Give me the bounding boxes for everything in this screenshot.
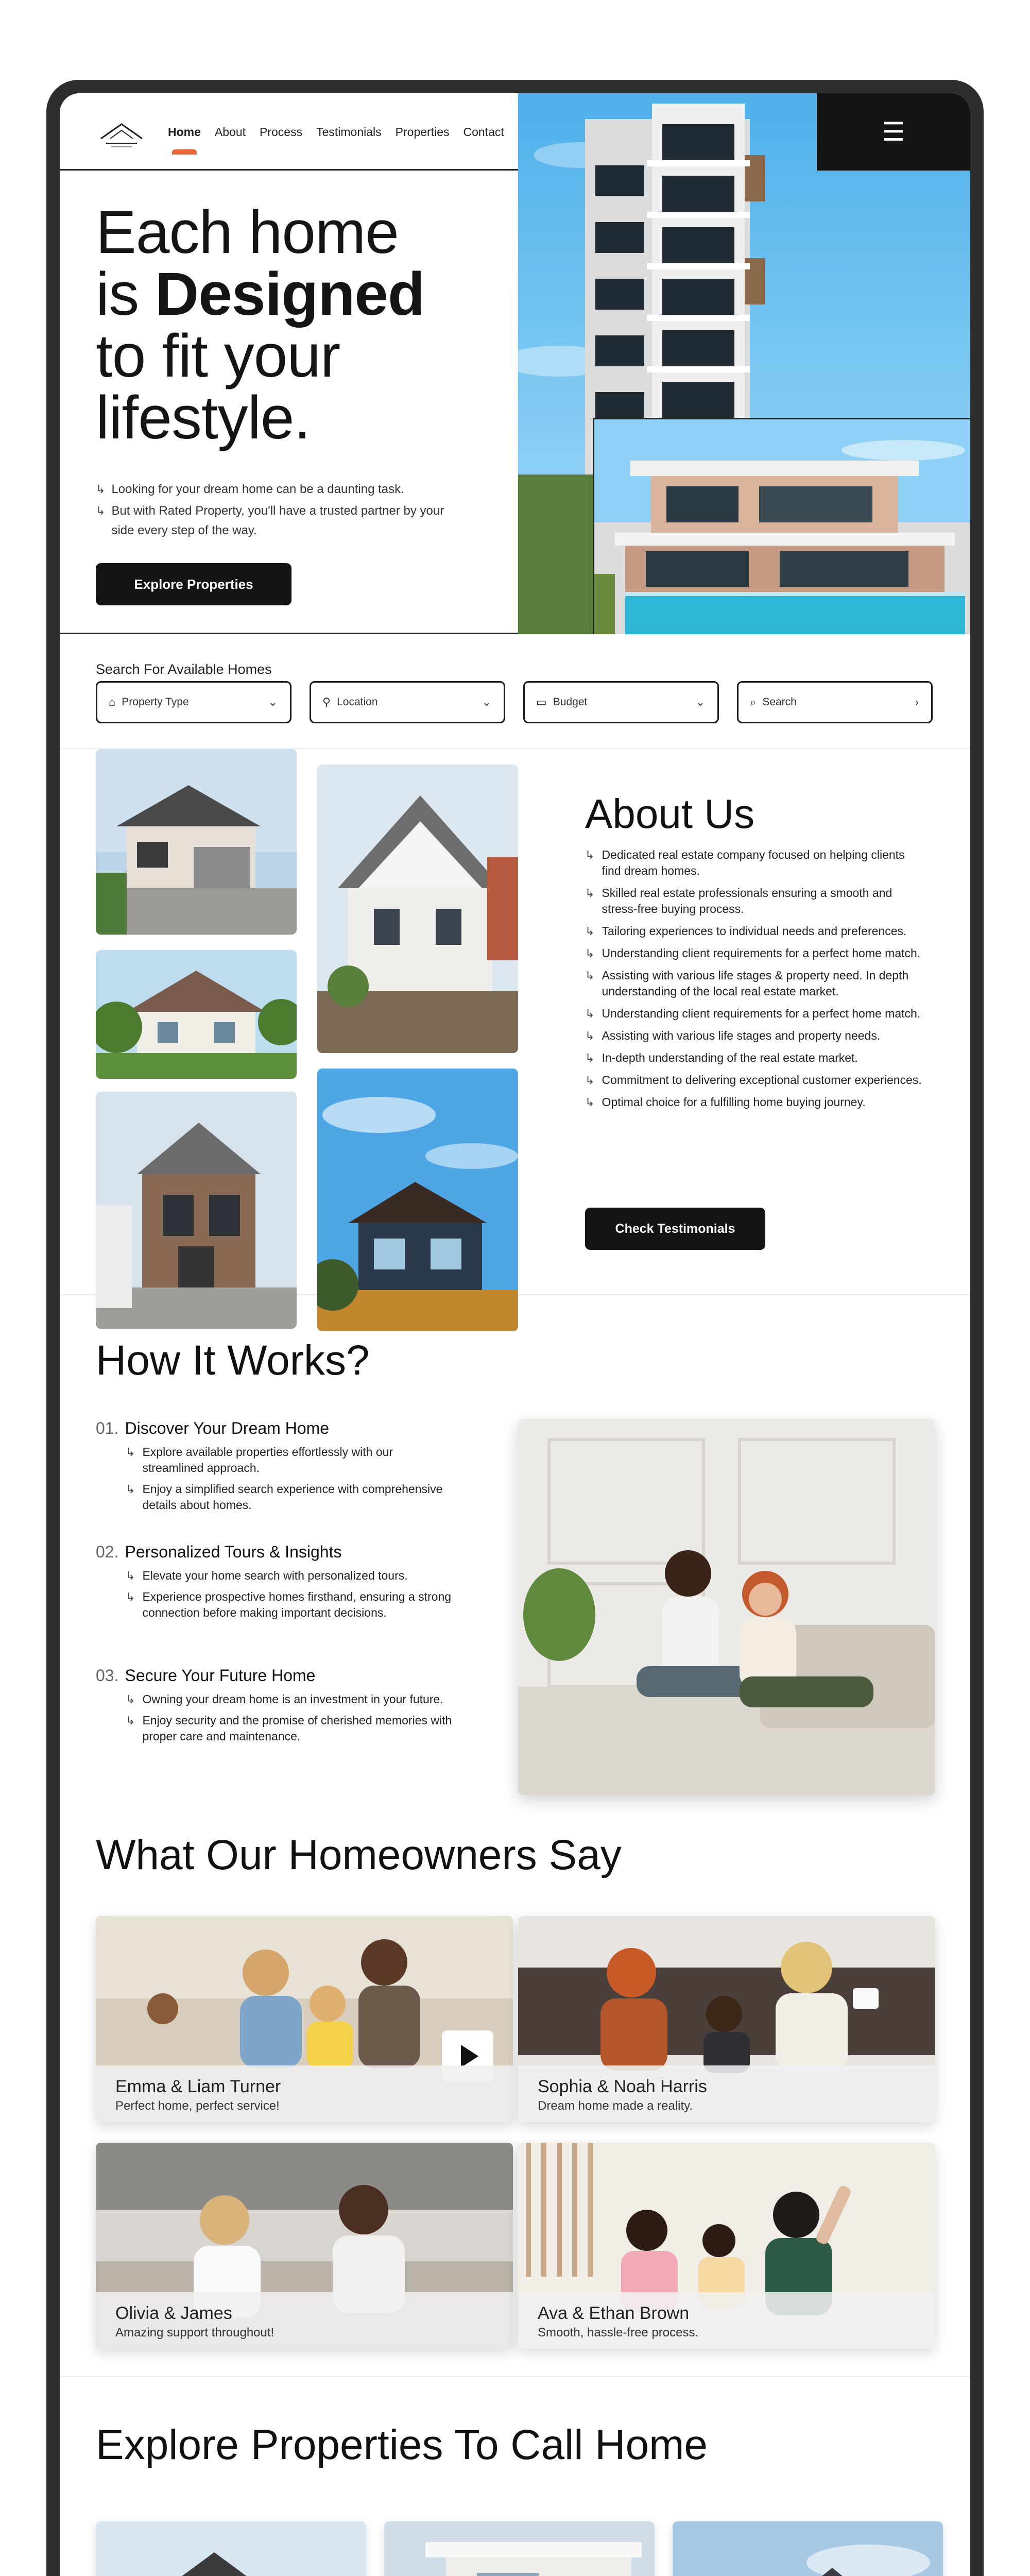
return-arrow-icon: ↳	[585, 947, 595, 960]
menu-button[interactable]	[817, 93, 970, 171]
hamburger-icon: ☰	[882, 117, 905, 146]
testimonial-quote: Dream home made a reality.	[538, 2099, 693, 2113]
location-select[interactable]	[310, 681, 505, 723]
explore-properties-button[interactable]: Explore Properties	[96, 563, 291, 605]
step-list	[96, 1444, 456, 1513]
step-list	[96, 1568, 456, 1621]
how-step-3	[96, 1666, 456, 1750]
chevron-right-icon: ›	[915, 696, 919, 708]
hero-bullet: ↳ Looking for your dream home can be a daunting task.	[96, 480, 467, 499]
hero-title-line: is Designed	[96, 260, 425, 328]
hero-title-line: Each home	[96, 198, 399, 266]
nav-home[interactable]: Home	[168, 125, 201, 139]
return-arrow-icon: ↳	[126, 1446, 135, 1459]
hero-title-line: to fit your	[96, 322, 340, 390]
nav-testimonials[interactable]: Testimonials	[316, 125, 382, 139]
list-item: ↳ In-depth understanding of the real estate market.	[585, 1050, 925, 1066]
return-arrow-icon: ↳	[126, 1714, 135, 1727]
properties-section	[60, 2377, 970, 2576]
return-arrow-icon: ↳	[585, 1074, 595, 1087]
hero-title	[96, 198, 425, 452]
return-arrow-icon: ↳	[585, 849, 595, 861]
testimonials-section	[60, 1790, 970, 2377]
select-label: Budget	[553, 696, 588, 708]
return-arrow-icon: ↳	[585, 1007, 595, 1020]
couple-home-image	[518, 1419, 935, 1795]
step-heading: 03. Secure Your Future Home	[96, 1666, 316, 1685]
testimonial-name: Olivia & James	[115, 2303, 232, 2323]
return-arrow-icon: ↳	[585, 1052, 595, 1064]
return-arrow-icon: ↳	[96, 483, 106, 496]
how-title: How It Works?	[96, 1337, 370, 1384]
testimonial-card[interactable]	[518, 2143, 935, 2349]
house-photo-4	[317, 765, 518, 1053]
return-arrow-icon: ↳	[126, 1590, 135, 1603]
house-photo-1	[96, 749, 297, 935]
house-photo-5	[317, 1069, 518, 1331]
testimonial-caption	[96, 2065, 513, 2122]
list-item: ↳ Understanding client requirements for a perfect home match.	[585, 945, 925, 961]
house-photo-2	[96, 950, 297, 1079]
brand-logo[interactable]	[96, 119, 147, 151]
testimonial-caption	[518, 2065, 935, 2122]
property-image[interactable]	[96, 2521, 366, 2576]
return-arrow-icon: ↳	[585, 887, 595, 900]
return-arrow-icon: ↳	[585, 1029, 595, 1042]
select-label: Location	[337, 696, 378, 708]
list-item: ↳ Optimal choice for a fulfilling home buying journey.	[585, 1094, 925, 1110]
return-arrow-icon: ↳	[126, 1693, 135, 1706]
chevron-down-icon: ⌄	[695, 696, 705, 708]
step-heading: 01. Discover Your Dream Home	[96, 1419, 330, 1437]
testimonials-title: What Our Homeowners Say	[96, 1832, 622, 1878]
property-image[interactable]	[673, 2521, 943, 2576]
return-arrow-icon: ↳	[585, 969, 595, 982]
top-nav	[60, 93, 518, 171]
about-list	[585, 847, 925, 1116]
return-arrow-icon: ↳	[96, 504, 106, 517]
how-step-2	[96, 1543, 456, 1626]
how-step-1	[96, 1419, 456, 1518]
about-section	[60, 749, 970, 1295]
testimonial-quote: Amazing support throughout!	[115, 2326, 274, 2340]
testimonial-caption	[96, 2292, 513, 2349]
list-item: ↳ Elevate your home search with personalized tours.	[126, 1568, 456, 1584]
nav-contact[interactable]: Contact	[463, 125, 504, 139]
device-frame	[46, 80, 984, 2576]
wallet-icon: ▭	[536, 696, 547, 708]
return-arrow-icon: ↳	[585, 925, 595, 938]
return-arrow-icon: ↳	[126, 1483, 135, 1496]
hero-title-line: lifestyle.	[96, 384, 311, 452]
search-section	[60, 636, 970, 749]
house-photo-3	[96, 1092, 297, 1329]
testimonial-card[interactable]	[518, 1916, 935, 2122]
hero-bullet: ↳ But with Rated Property, you'll have a trusted partner by your side every step of the way.	[96, 501, 467, 540]
testimonial-caption	[518, 2292, 935, 2349]
list-item: ↳ Skilled real estate professionals ensuring a smooth and stress-free buying process.	[585, 885, 925, 917]
hero-section	[60, 93, 970, 634]
list-item: ↳ Owning your dream home is an investment in your future.	[126, 1691, 456, 1707]
list-item: ↳ Tailoring experiences to individual needs and preferences.	[585, 923, 925, 939]
nav-process[interactable]: Process	[260, 125, 303, 139]
step-list	[96, 1691, 456, 1744]
testimonial-quote: Smooth, hassle-free process.	[538, 2326, 699, 2340]
return-arrow-icon: ↳	[126, 1569, 135, 1582]
list-item: ↳ Enjoy a simplified search experience with comprehensive details about homes.	[126, 1481, 456, 1513]
chevron-down-icon: ⌄	[268, 696, 278, 708]
list-item: ↳ Dedicated real estate company focused on helping clients find dream homes.	[585, 847, 925, 879]
testimonial-quote: Perfect home, perfect service!	[115, 2099, 280, 2113]
properties-title: Explore Properties To Call Home	[96, 2421, 708, 2468]
search-icon: ⌕	[750, 696, 757, 708]
testimonial-card[interactable]	[96, 2143, 513, 2349]
search-heading: Search For Available Homes	[96, 662, 272, 677]
select-label: Property Type	[122, 696, 189, 708]
property-type-select[interactable]	[96, 681, 291, 723]
hero-bullets	[96, 480, 467, 543]
list-item: ↳ Experience prospective homes firsthand, ensuring a strong connection before making important decisions.	[126, 1589, 456, 1621]
property-image[interactable]	[384, 2521, 655, 2576]
nav-about[interactable]: About	[214, 125, 246, 139]
nav-links	[168, 125, 518, 139]
pin-icon: ⚲	[322, 696, 331, 708]
how-it-works-section	[60, 1295, 970, 1790]
testimonial-name: Emma & Liam Turner	[115, 2077, 281, 2096]
testimonial-name: Sophia & Noah Harris	[538, 2077, 707, 2096]
step-heading: 02. Personalized Tours & Insights	[96, 1543, 342, 1561]
list-item: ↳ Assisting with various life stages & property need. In depth understanding of the local real estate market.	[585, 968, 925, 999]
play-icon	[461, 2045, 478, 2067]
home-icon: ⌂	[109, 696, 116, 708]
testimonial-card[interactable]	[96, 1916, 513, 2122]
list-item: ↳ Understanding client requirements for a perfect home match.	[585, 1006, 925, 1022]
testimonial-name: Ava & Ethan Brown	[538, 2303, 690, 2323]
property-card	[673, 2521, 943, 2576]
nav-properties[interactable]: Properties	[395, 125, 450, 139]
about-title: About Us	[585, 791, 755, 837]
list-item: ↳ Commitment to delivering exceptional customer experiences.	[585, 1072, 925, 1088]
check-testimonials-button[interactable]: Check Testimonials	[585, 1208, 765, 1250]
chevron-down-icon: ⌄	[482, 696, 491, 708]
list-item: ↳ Enjoy security and the promise of cherished memories with proper care and maintenance.	[126, 1713, 456, 1744]
property-card	[384, 2521, 655, 2576]
property-card	[96, 2521, 366, 2576]
budget-select[interactable]	[523, 681, 719, 723]
list-item: ↳ Assisting with various life stages and property needs.	[585, 1028, 925, 1044]
browser-screen	[60, 93, 970, 2576]
search-label: Search	[762, 696, 797, 708]
return-arrow-icon: ↳	[585, 1096, 595, 1109]
list-item: ↳ Explore available properties effortlessly with our streamlined approach.	[126, 1444, 456, 1476]
villa-pool-image	[593, 418, 970, 634]
search-button[interactable]	[737, 681, 933, 723]
